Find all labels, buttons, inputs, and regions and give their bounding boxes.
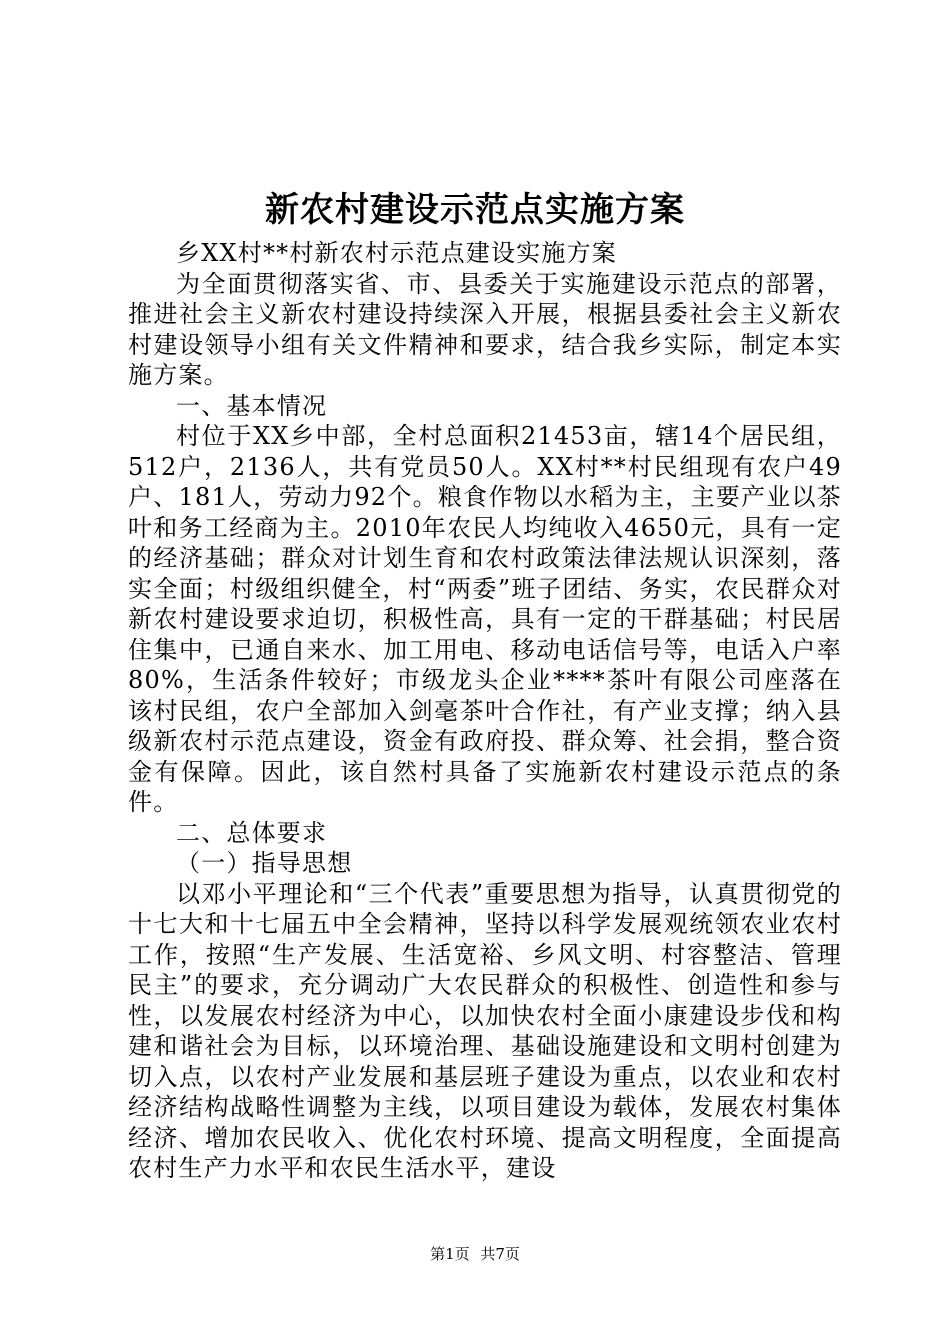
subsection-heading-guiding-thought: （一）指导思想 — [176, 849, 353, 877]
section-heading-basic-situation: 一、基本情况 — [176, 391, 328, 420]
guiding-thought-paragraph: 以邓小平理论和“三个代表”重要思想为指导，认真贯彻党的十七大和十七届五中全会精神，坚持以科学发展观统领农业农村工作，按照“生产发展、生活宽裕、乡风文明、村容整洁、管理民主”的要求，充分调动广大农民群众的积极性、创造性和参与性，以发展农村经济为中心，以加快农村全面小康建设步伐和构建和谐社会为目标，以环境治理、基础设施建设和文明村创建为切入点，以农村产业发展和基层班子建设为重点，以农业和农村经济结构战略性调整为主线，以项目建设为载体，发展农村集体经济、增加农民收入、优化农村环境、提高文明程度，全面提高农村生产力水平和农民生活水平，建设 — [128, 879, 842, 1182]
intro-paragraph: 为全面贯彻落实省、市、县委关于实施建设示范点的部署，推进社会主义新农村建设持续深入开展，根据县委社会主义新农村建设领导小组有关文件精神和要求，结合我乡实际，制定本实施方案。 — [128, 269, 842, 389]
section-heading-overall-requirements: 二、总体要求 — [176, 818, 328, 847]
page-footer — [0, 1244, 950, 1264]
document-subtitle: 乡XX村**村新农村示范点建设实施方案 — [176, 239, 617, 267]
page-number: 第1页 — [430, 1245, 470, 1263]
page-total: 共7页 — [480, 1245, 520, 1263]
document-title: 新农村建设示范点实施方案 — [265, 190, 685, 230]
document-body — [128, 238, 842, 1184]
basic-situation-paragraph: 村位于XX乡中部，全村总面积21453亩，辖14个居民组，512户，2136人，共有党员50人。XX村**村民组现有农户49户、181人，劳动力92个。粮食作物以水稻为主，主要产业以茶叶和务工经商为主。2010年农民人均纯收入4650元，具有一定的经济基础；群众对计划生育和农村政策法律法规认识深刻，落实全面；村级组织健全，村“两委”班子团结、务实，农民群众对新农村建设要求迫切，积极性高，具有一定的干群基础；村民居住集中，已通自来水、加工用电、移动电话信号等，电话入户率80%，生活条件较好；市级龙头企业****茶叶有限公司座落在该村民组，农户全部加入剑毫茶叶合作社，有产业支撑；纳入县级新农村示范点建设，资金有政府投、群众筹、社会捐，整合资金有保障。因此，该自然村具备了实施新农村建设示范点的条件。 — [128, 422, 842, 816]
